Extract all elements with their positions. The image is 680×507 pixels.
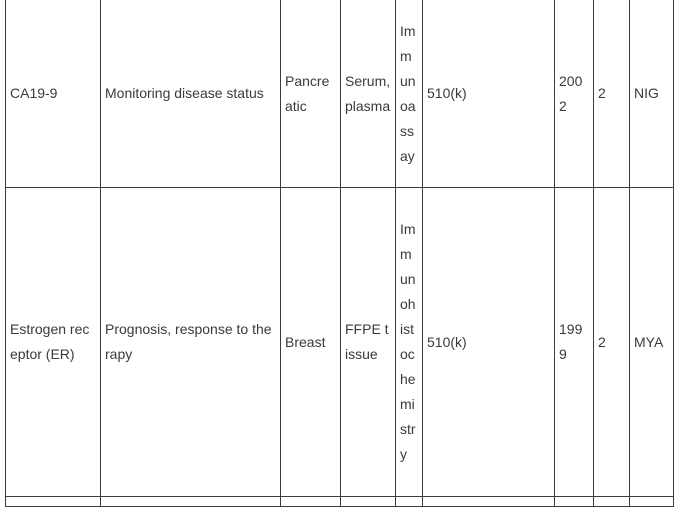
- method-cell: Immunoassay: [396, 0, 423, 188]
- marker-cell: CA19-9: [6, 0, 101, 188]
- biomarker-table: [5, 0, 674, 507]
- marker-cell: Estrogen receptor (ER): [6, 188, 101, 497]
- table-row: [6, 188, 674, 497]
- tissue-cell: Pancreatic: [281, 0, 341, 188]
- specimen-cell: FFPE tissue: [341, 188, 396, 497]
- reference-cell: MYA: [630, 188, 674, 497]
- table-row: [6, 0, 674, 188]
- level-cell: 2: [594, 188, 630, 497]
- level-cell: 2: [594, 0, 630, 188]
- specimen-cell: Serum, plasma: [341, 0, 396, 188]
- tissue-cell: Breast: [281, 188, 341, 497]
- reference-cell: NIG: [630, 0, 674, 188]
- year-cell: 2002: [555, 0, 594, 188]
- clinical-use-cell: Monitoring disease status: [101, 0, 281, 188]
- regulation-cell: 510(k): [423, 0, 555, 188]
- method-cell: Immunohistochemistry: [396, 188, 423, 497]
- year-cell: 1999: [555, 188, 594, 497]
- table-row-partial: [6, 497, 674, 507]
- clinical-use-cell: Prognosis, response to therapy: [101, 188, 281, 497]
- regulation-cell: 510(k): [423, 188, 555, 497]
